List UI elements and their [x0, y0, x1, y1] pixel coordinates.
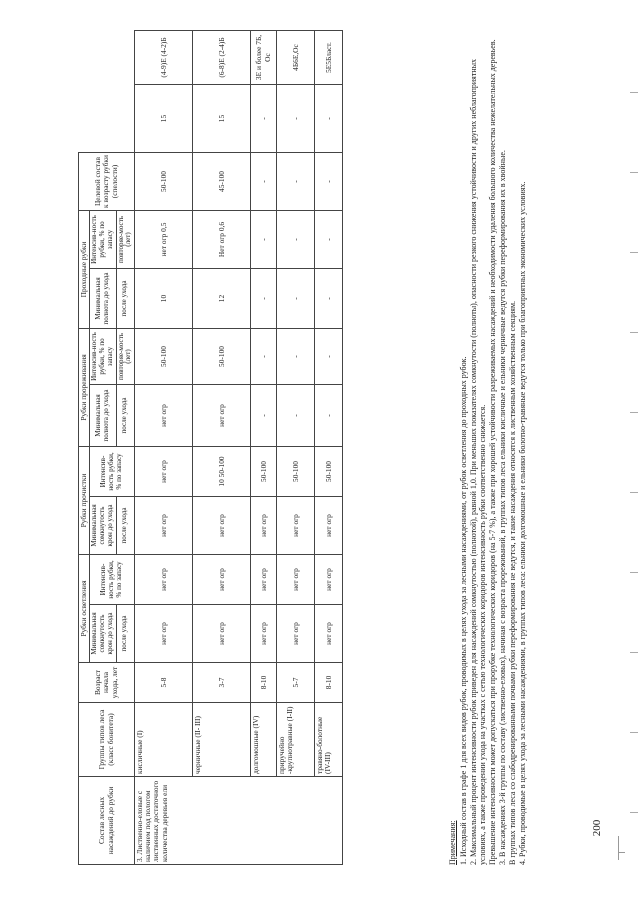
- forest-care-table: [78, 30, 343, 865]
- forest-group-cell: приручейно -крупнотравные (I-II): [277, 703, 315, 777]
- header-target-composition: Целевой состав к возрасту рубки (спелости): [79, 153, 135, 211]
- table-row: [277, 31, 315, 865]
- header-intensity: Интенсив-ность рубки, % по запасу: [90, 555, 135, 605]
- table-cell: 15: [135, 85, 193, 153]
- header-after: после ухода: [116, 605, 135, 663]
- table-cell: 10 50-100: [193, 447, 251, 497]
- note-item: 1. Исходный состав в графе 1 для всех видов рубок, проводимых в целях ухода за лесными насаждениями, от рубок осветления до проходных рубок.: [458, 356, 468, 865]
- table-cell: -: [251, 85, 277, 153]
- age-cell: 8-10: [315, 663, 343, 703]
- table-cell: -: [315, 329, 343, 385]
- header-forest-groups: Группы типов леса (класс бонитета): [79, 703, 135, 777]
- document-body: [78, 30, 618, 865]
- table-cell: -: [277, 153, 315, 211]
- table-cell: нет огр: [251, 605, 277, 663]
- table-cell: -: [277, 85, 315, 153]
- table-cell: -: [315, 385, 343, 447]
- age-cell: 8-10: [251, 663, 277, 703]
- scan-margin-marks: [628, 0, 640, 905]
- note-item: 2. Максимальный процент интенсивности рубок приведен для насаждений сомкнутостью (полнотой), равной 1,0. При меньших показателях сомкнутости (полноты), опасности резкого снижения устойчивости и других неблагоприятных условиях, а также проведении ухода на участках с сетью технологических коридоров интенсивность рубки соответственно снижается.: [468, 58, 488, 865]
- table-cell: -: [277, 269, 315, 329]
- table-row: [193, 31, 251, 865]
- table-cell: нет огр: [135, 447, 193, 497]
- header-min-crowns: Минимальная сомкнутость крон до ухода: [90, 497, 116, 555]
- table-cell: 50-100: [315, 447, 343, 497]
- table-cell: -: [315, 153, 343, 211]
- table-cell: 50-100: [135, 329, 193, 385]
- table-cell: нет огр: [193, 497, 251, 555]
- header-min-density: Минимальная полнота до ухода: [90, 385, 116, 447]
- table-cell: -: [277, 385, 315, 447]
- header-intensity-repeat: Интенсив-ность рубки, % по запасу: [90, 329, 116, 385]
- table-cell: -: [251, 329, 277, 385]
- header-repeat: повторяе-мость (лет): [116, 329, 135, 385]
- table-row: [251, 31, 277, 865]
- table-cell: нет огр: [251, 555, 277, 605]
- target-cell: 3Е и более 7Б, Ос: [251, 31, 277, 85]
- age-cell: 5-8: [135, 663, 193, 703]
- table-row: [315, 31, 343, 865]
- forest-group-cell: долгомошные (IV): [251, 703, 277, 777]
- table-row: [135, 31, 193, 865]
- table-cell: 50-100: [193, 329, 251, 385]
- table-cell: -: [251, 385, 277, 447]
- target-cell: 5Е5Бласт.: [315, 31, 343, 85]
- header-after: после ухода: [116, 497, 135, 555]
- table-cell: нет огр: [251, 497, 277, 555]
- table-cell: -: [251, 153, 277, 211]
- forest-group-cell: кисличные (I): [135, 703, 193, 777]
- table-cell: 50-100: [251, 447, 277, 497]
- table-cell: нет огр: [315, 605, 343, 663]
- table-cell: нет огр: [135, 497, 193, 555]
- table-cell: 15: [193, 85, 251, 153]
- table-cell: нет огр: [277, 555, 315, 605]
- table-cell: нет огр: [277, 497, 315, 555]
- table-cell: нет огр: [193, 605, 251, 663]
- table-cell: -: [251, 269, 277, 329]
- header-min-crowns: Минимальная сомкнутость крон до ухода: [90, 605, 116, 663]
- forest-group-cell: травяно-болотные (IV-III): [315, 703, 343, 777]
- table-cell: Нет огр 0,6: [193, 211, 251, 269]
- header-intensity-repeat: Интенсив-ность рубки, % по запасу: [90, 211, 116, 269]
- header-thinning: Рубки прореживания: [79, 329, 90, 447]
- rotated-page: [78, 30, 618, 865]
- header-composition: Состав лесных насаждений до рубки: [79, 777, 135, 865]
- table-cell: -: [251, 211, 277, 269]
- crop-mark: [618, 836, 627, 860]
- table-cell: -: [315, 211, 343, 269]
- table-cell: -: [277, 329, 315, 385]
- table-cell: нет огр: [193, 385, 251, 447]
- forest-group-cell: черничные (II- III): [193, 703, 251, 777]
- table-cell: нет огр: [135, 605, 193, 663]
- table-cell: -: [315, 269, 343, 329]
- table-cell: нет огр: [193, 555, 251, 605]
- notes-title: Примечания:: [448, 820, 457, 865]
- header-intensity: Интенсив-ность рубки, % по запасу: [90, 447, 135, 497]
- notes-section: [448, 30, 528, 865]
- table-cell: нет огр: [315, 497, 343, 555]
- table-cell: 10: [135, 269, 193, 329]
- table-cell: -: [315, 85, 343, 153]
- age-cell: 5-7: [277, 663, 315, 703]
- table-cell: 45-100: [193, 153, 251, 211]
- note-item: Превышение интенсивности может допускаться при прорубке технологических коридоров (на 5-7 %), а также при хорошей устойчивости разреживаемых насаждений и необходимости удаления большого количества нежелательных деревьев.: [488, 39, 498, 865]
- target-cell: (6-8)Е (2-4)Б: [193, 31, 251, 85]
- table-cell: нет огр: [135, 555, 193, 605]
- table-cell: нет огр 0,5: [135, 211, 193, 269]
- table-cell: 50-100: [135, 153, 193, 211]
- note-item: 4. Рубки, проводимые в целях ухода за лесными насаждениями, в группах типов леса: ельники долгомошные и ельники болотно-травяные ведутся только при благоприятных экономических условиях.: [517, 181, 527, 865]
- note-item: В группах типов леса со слабодренированными почвами рубки переформирования не ведутся, и такие насаждения относятся к лиственным хозяйственным секциям.: [507, 300, 517, 865]
- table-cell: 50-100: [277, 447, 315, 497]
- table-cell: 12: [193, 269, 251, 329]
- target-cell: 4Б6Е,Ос: [277, 31, 315, 85]
- header-clearing: Рубки осветления: [79, 555, 90, 663]
- note-item: 3. В насаждениях 3-й группы по составу (лиственно-еловых), начиная с возраста прореживаний, в группах типов леса ельники кисличные и ельники черничные ведутся рубки переформирования их в хвойные.: [498, 150, 508, 865]
- table-cell: нет огр: [277, 605, 315, 663]
- header-min-density: Минимальная полнота до ухода: [90, 269, 116, 329]
- target-cell: (4-9)Е (4-2)Б: [135, 31, 193, 85]
- composition-cell: 3. Лиственно-еловые с наличием под пологом лиственных достаточного количества деревьев ели: [135, 777, 343, 865]
- header-cleaning: Рубки прочистки: [79, 447, 90, 555]
- header-repeat: повторяе-мость (лет): [116, 211, 135, 269]
- header-after: после ухода: [116, 269, 135, 329]
- table-cell: нет огр: [315, 555, 343, 605]
- table-cell: -: [277, 211, 315, 269]
- page-number: 200: [591, 819, 603, 837]
- age-cell: 3-7: [193, 663, 251, 703]
- table-cell: нет огр: [135, 385, 193, 447]
- header-start-age: Возраст начала ухода, лет: [79, 663, 135, 703]
- header-passing: Проходные рубки: [79, 211, 90, 329]
- table-header-row: [79, 31, 90, 865]
- header-after: после ухода: [116, 385, 135, 447]
